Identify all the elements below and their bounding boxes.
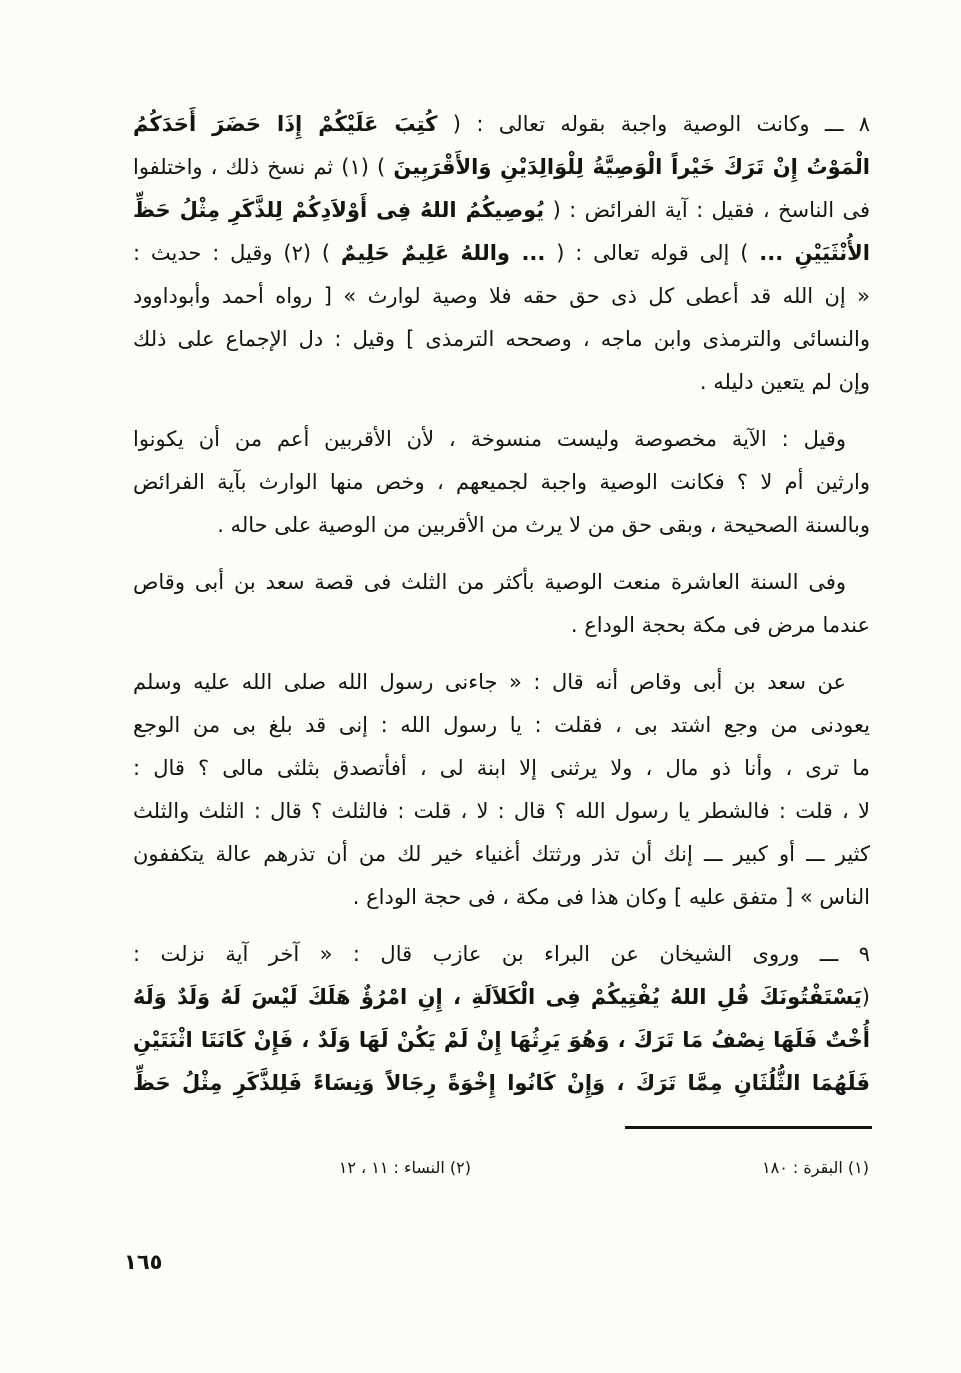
paragraph (133, 661, 870, 919)
prose-text: ( (861, 985, 870, 1009)
footnote-separator (625, 1126, 872, 1129)
text-line (133, 189, 870, 232)
quran-verse-text: الْمَوْتُ إِنْ تَرَكَ خَيْراً الْوَصِيَّةُ لِلْوَالِدَيْنِ وَالأَقْرَبِينَ (393, 155, 870, 179)
text-line (133, 318, 870, 361)
prose-text: عن سعد بن أبى وقاص أنه قال : « جاءنى رسول الله صلى الله عليه وسلم (133, 670, 846, 694)
prose-text: وفى السنة العاشرة منعت الوصية بأكثر من الثلث فى قصة سعد بن أبى وقاص (133, 570, 846, 594)
quran-verse-text: الأُنْثَيَيْنِ ... (759, 241, 870, 265)
paragraph (133, 933, 870, 1105)
page-body (133, 103, 870, 1119)
prose-text: ) (١) ثم نسخ ذلك ، واختلفوا (133, 155, 386, 179)
prose-text: والنسائى والترمذى وابن ماجه ، وصححه الترمذى ] وقيل : دل الإجماع على ذلك (133, 327, 870, 351)
quran-verse-text: كُتِبَ عَلَيْكُمْ إِذَا حَضَرَ أَحَدَكُمُ (133, 112, 438, 136)
footnote-2: (٢) النساء : ١١ ، ١٢ (338, 1158, 471, 1177)
prose-text: الناس » [ متفق عليه ] وكان هذا فى مكة ، فى حجة الوداع . (352, 885, 870, 909)
text-line (133, 275, 870, 318)
paragraph (133, 561, 870, 647)
text-line (133, 361, 870, 404)
text-line (133, 833, 870, 876)
text-line (133, 704, 870, 747)
prose-text: يعودنى من وجع اشتد بى ، فقلت : يا رسول الله : إنى قد بلغ بى من الوجع (133, 713, 870, 737)
text-line (133, 604, 870, 647)
text-line (133, 504, 870, 547)
prose-text: كثير ـــ أو كبير ـــ إنك أن تذر ورثتك أغنياء خير لك من أن تذرهم عالة يتكففون (133, 842, 870, 866)
page-number: ١٦٥ (124, 1250, 163, 1274)
prose-text: ٩ ـــ وروى الشيخان عن البراء بن عازب قال : « آخر آية نزلت : (133, 942, 870, 966)
prose-text: وقيل : الآية مخصوصة وليست منسوخة ، لأن الأقربين أعم من أن يكونوا (133, 427, 846, 451)
prose-text: وإن لم يتعين دليله . (699, 370, 870, 394)
quran-verse-text: أُخْتٌ فَلَهَا نِصْفُ مَا تَرَكَ ، وَهُوَ يَرِثُهَا إِنْ لَمْ يَكُنْ لَهَا وَلَدٌ ، فَإِنْ كَانَتَا اثْنَتَيْنِ (133, 1028, 870, 1052)
prose-text: « إن الله قد أعطى كل ذى حق حقه فلا وصية لوارث » [ رواه أحمد وأبوداوود (133, 284, 870, 308)
prose-text: لا ، قلت : فالشطر يا رسول الله ؟ قال : لا ، قلت : فالثلث ؟ قال : الثلث والثلث (133, 799, 870, 823)
prose-text: ٨ ـــ وكانت الوصية واجبة بقوله تعالى : ( (452, 112, 870, 136)
text-line (133, 103, 870, 146)
text-line (133, 747, 870, 790)
quran-verse-text: يَسْتَفْتُونَكَ قُلِ اللهُ يُفْتِيكُمْ فِى الْكَلاَلَةِ ، إِنِ امْرُؤٌ هَلَكَ لَيْسَ لَهُ وَلَدٌ وَلَهُ (133, 985, 862, 1009)
text-line (133, 232, 870, 275)
prose-text: فى الناسخ ، فقيل : آية الفرائض : ( (552, 198, 871, 222)
text-line (133, 876, 870, 919)
paragraph (133, 418, 870, 547)
quran-verse-text: ... واللهُ عَلِيمٌ حَلِيمٌ (340, 241, 546, 265)
footnote-1: (١) البقرة : ١٨٠ (762, 1158, 869, 1177)
quran-verse-text: يُوصِيكُمُ اللهُ فِى أَوْلاَدِكُمْ لِلذَّكَرِ مِثْلُ حَظِّ (133, 198, 545, 222)
prose-text: وارثين أم لا ؟ فكانت الوصية واجبة لجميعهم ، وخص منها الوارث بآية الفرائض (133, 470, 870, 494)
text-line (133, 661, 870, 704)
quran-verse-text: فَلَهُمَا الثُّلُثَانِ مِمَّا تَرَكَ ، وَإِنْ كَانُوا إِخْوَةً رِجَالاً وَنِسَاءً فَلِلذَّكَرِ مِثْلُ حَظِّ (133, 1071, 870, 1095)
text-line (133, 418, 870, 461)
text-line (133, 561, 870, 604)
text-line (133, 1062, 870, 1105)
text-line (133, 461, 870, 504)
text-line (133, 790, 870, 833)
prose-text: عندما مرض فى مكة بحجة الوداع . (570, 613, 870, 637)
text-line (133, 933, 870, 976)
prose-text: ما ترى ، وأنا ذو مال ، ولا يرثنى إلا ابنة لى ، أفأتصدق بثلثى مالى ؟ قال : (133, 756, 870, 780)
prose-text: ) (٢) وقيل : حديث : (133, 241, 331, 265)
prose-text: ) إلى قوله تعالى : ( (556, 241, 749, 265)
text-line (133, 1019, 870, 1062)
text-line (133, 146, 870, 189)
paragraph (133, 103, 870, 404)
text-line (133, 976, 870, 1019)
prose-text: وبالسنة الصحيحة ، وبقى حق من لا يرث من الأقربين من الوصية على حاله . (217, 513, 870, 537)
